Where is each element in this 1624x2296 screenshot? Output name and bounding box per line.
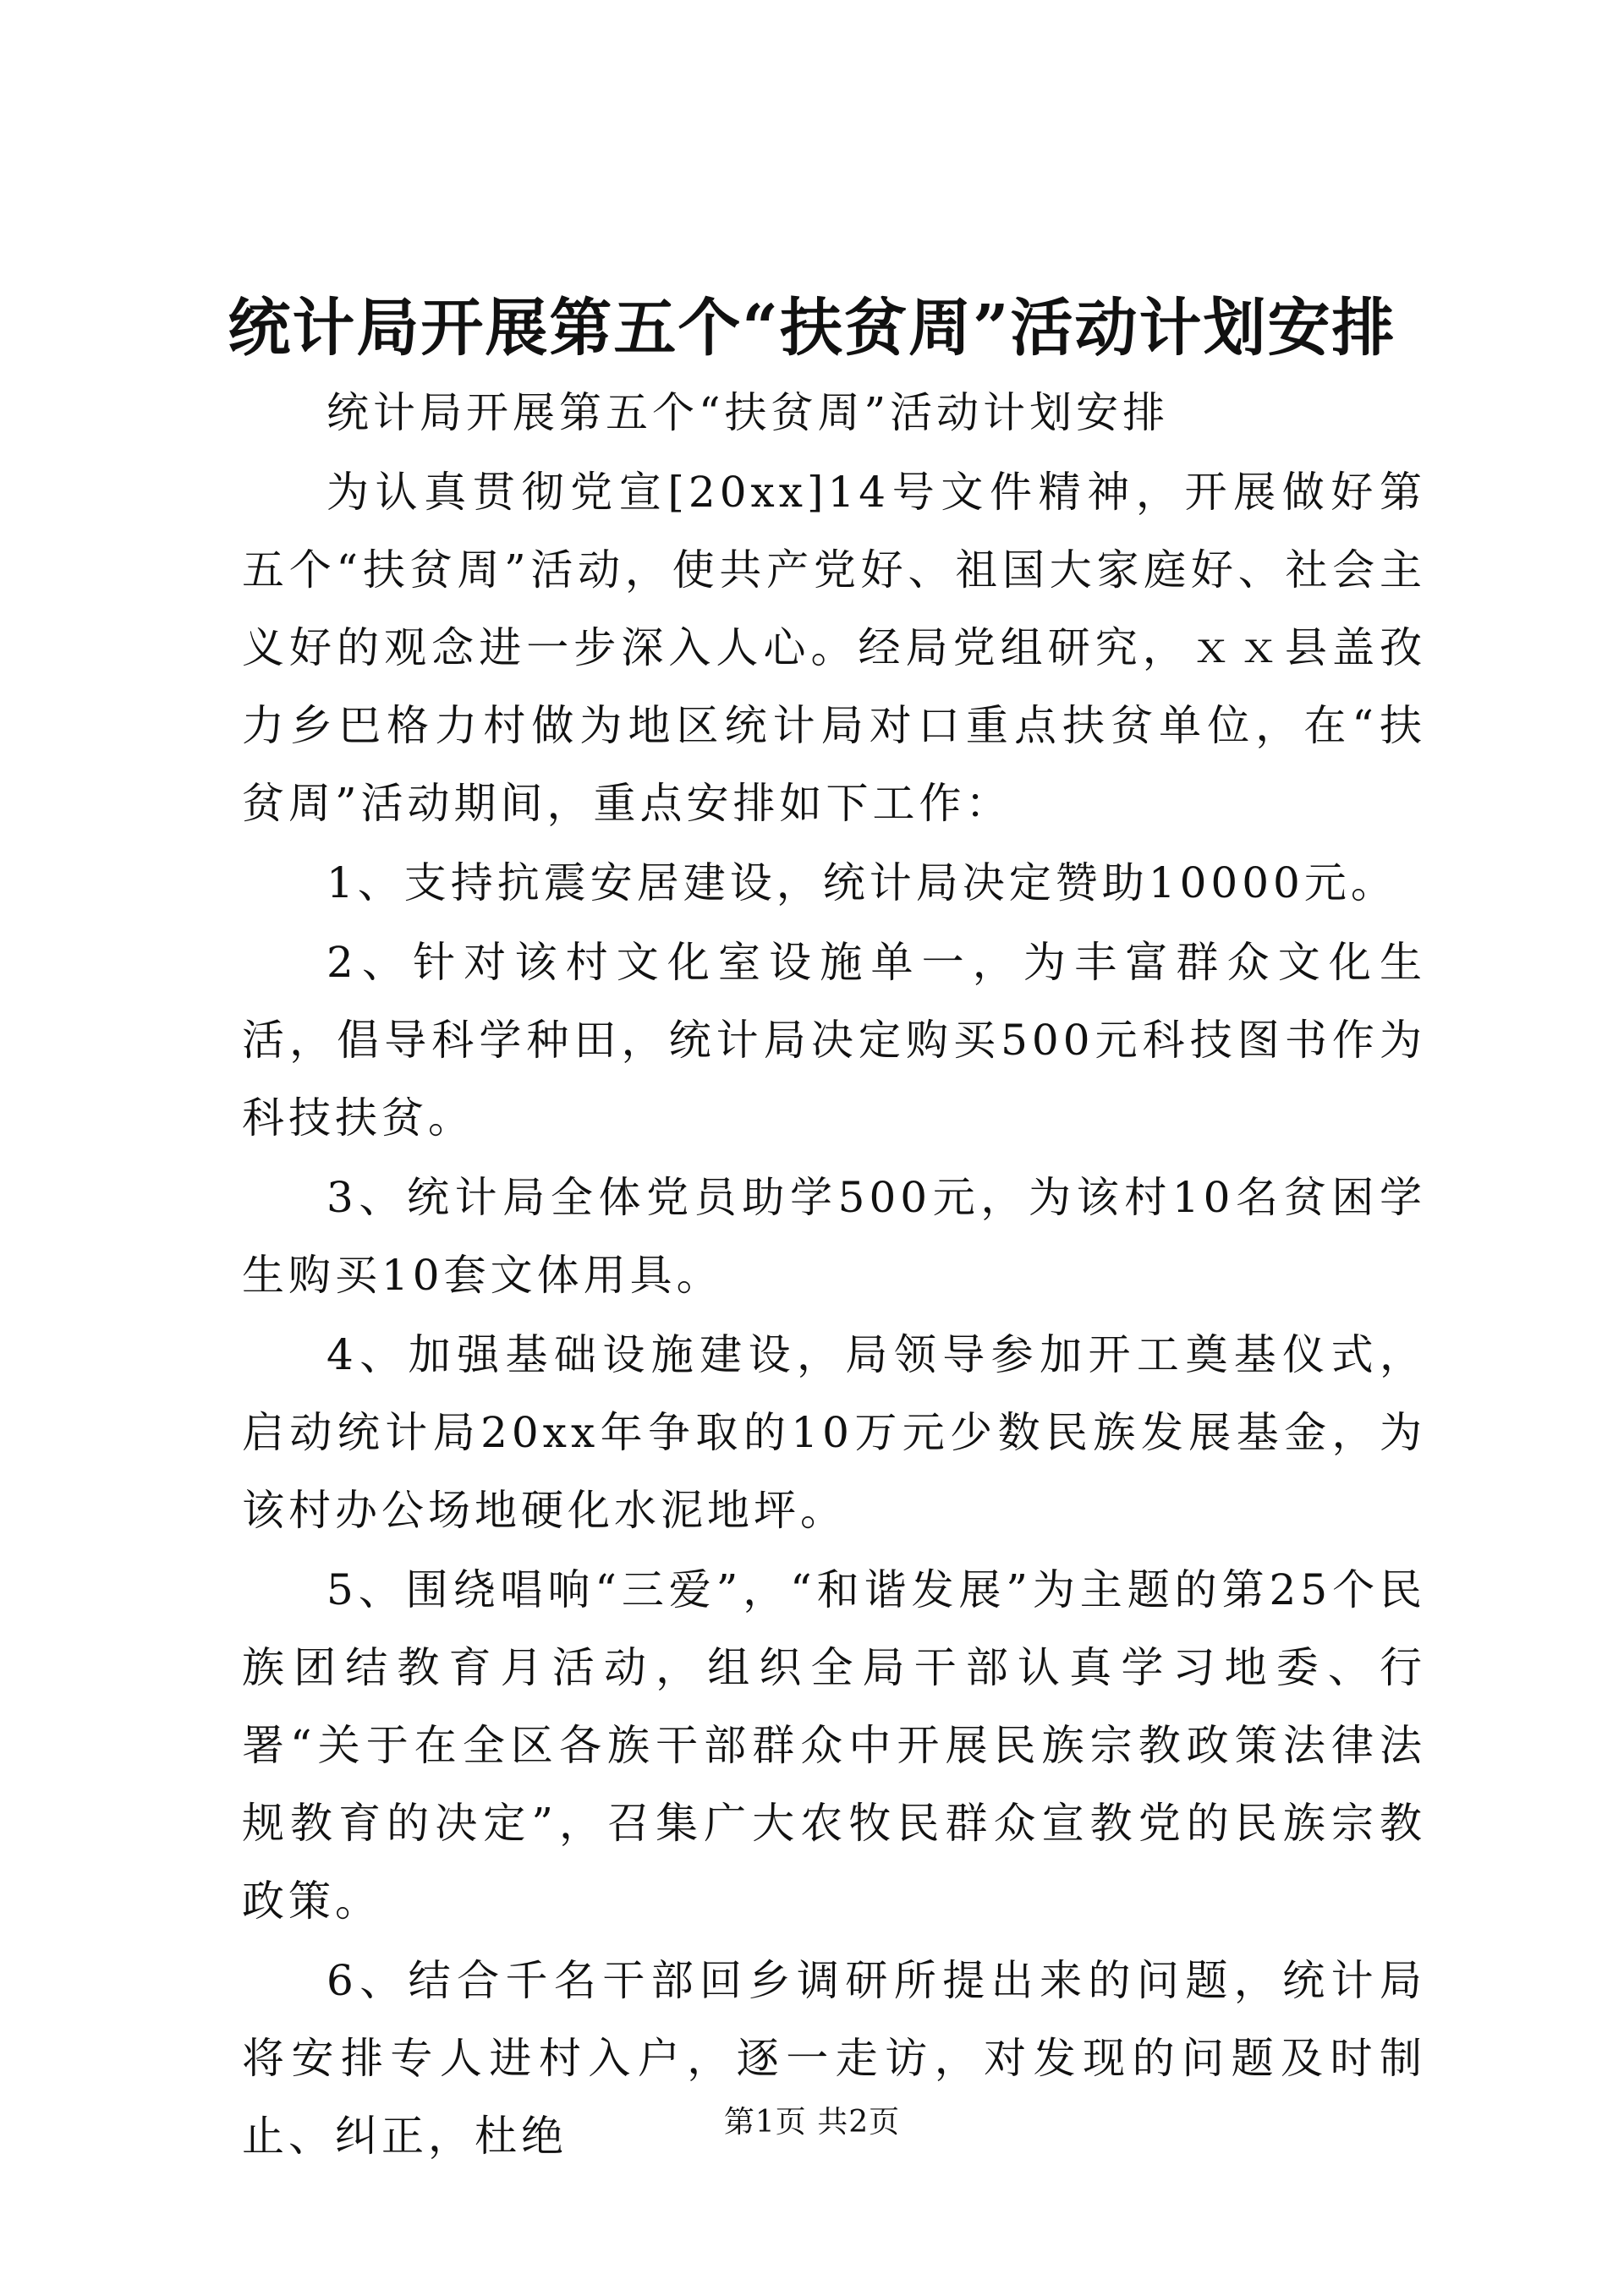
document-body: [242, 374, 1426, 2177]
document-title: 统计局开展第五个“扶贫周”活动计划安排: [228, 292, 1396, 364]
paragraph-item-4: 4、加强基础设施建设，局领导参加开工奠基仪式，启动统计局20xx年争取的10万元少数民族发展基金，为该村办公场地硬化水泥地坪。: [242, 1330, 1426, 1535]
paragraph-item-6: 6、结合千名干部回乡调研所提出来的问题，统计局将安排专人进村入户，逐一走访，对发现的问题及时制止、纠正，杜绝: [242, 1956, 1426, 2161]
page-number-footer: 第1页 共2页: [723, 2105, 901, 2140]
paragraph-subtitle: 统计局开展第五个“扶贫周”活动计划安排: [326, 388, 1170, 437]
paragraph-item-3: 3、统计局全体党员助学500元，为该村10名贫困学生购买10套文体用具。: [242, 1173, 1426, 1300]
paragraph-intro: 为认真贯彻党宣[20xx]14号文件精神，开展做好第五个“扶贫周”活动，使共产党好、祖国大家庭好、社会主义好的观念进一步深入人心。经局党组研究，ｘｘ县盖孜力乡巴格力村做为地区统计局对口重点扶贫单位，在“扶贫周”活动期间，重点安排如下工作：: [242, 468, 1426, 828]
paragraph-item-5: 5、围绕唱响“三爱”，“和谐发展”为主题的第25个民族团结教育月活动，组织全局干部认真学习地委、行署“关于在全区各族干部群众中开展民族宗教政策法律法规教育的决定”，召集广大农牧民群众宣教党的民族宗教政策。: [242, 1565, 1426, 1926]
paragraph-item-2: 2、针对该村文化室设施单一，为丰富群众文化生活，倡导科学种田，统计局决定购买500元科技图书作为科技扶贫。: [242, 938, 1426, 1143]
paragraph-item-1: 1、支持抗震安居建设，统计局决定赞助10000元。: [326, 858, 1397, 907]
